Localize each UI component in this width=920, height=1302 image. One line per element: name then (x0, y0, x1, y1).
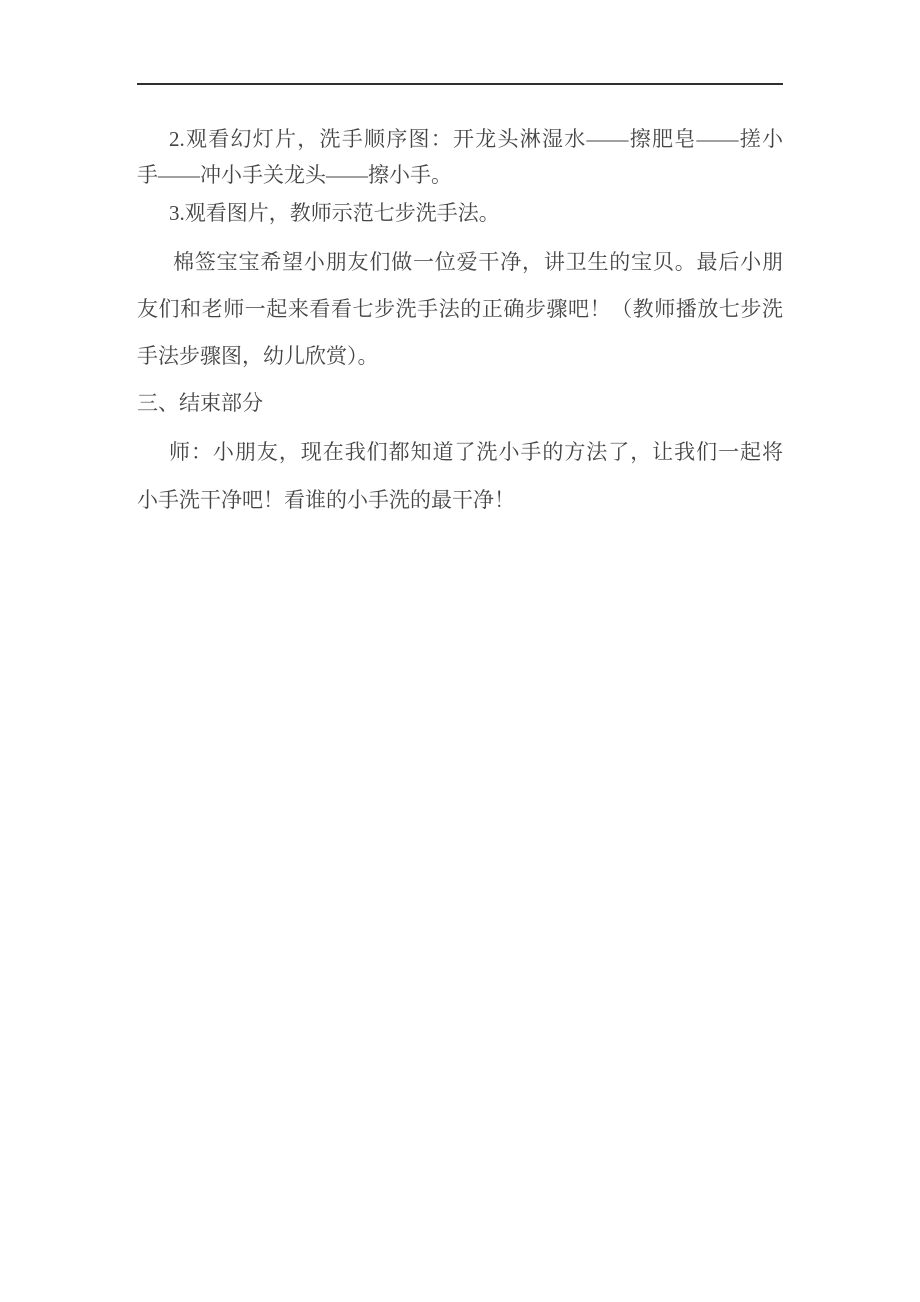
text-line: 棉签宝宝希望小朋友们做一位爱干净，讲卫生的宝贝。最后小朋 (173, 250, 783, 274)
document-body (137, 85, 783, 524)
paragraph-summary (137, 239, 783, 380)
text-line: 三、结束部分 (137, 391, 263, 415)
paragraph-teacher-closing (137, 428, 783, 524)
text-line: 师：小朋友，现在我们都知道了洗小手的方法了，让我们一起将 (169, 440, 783, 464)
text-line: 手法步骤图，幼儿欣赏）。 (137, 344, 379, 368)
text-line: 2.观看幻灯片，洗手顺序图：开龙头淋湿水——擦肥皂——搓小 (169, 127, 783, 151)
text-line: 3.观看图片，教师示范七步洗手法。 (169, 201, 500, 225)
text-line: 手——冲小手关龙头——擦小手。 (137, 163, 452, 187)
heading-closing-section (137, 380, 783, 427)
paragraph-wash-sequence (137, 121, 783, 193)
text-line: 友们和老师一起来看看七步洗手法的正确步骤吧！（教师播放七步洗 (137, 297, 783, 321)
text-line: 小手洗干净吧！看谁的小手洗的最干净！ (137, 488, 515, 512)
paragraph-teacher-demo (137, 195, 783, 231)
